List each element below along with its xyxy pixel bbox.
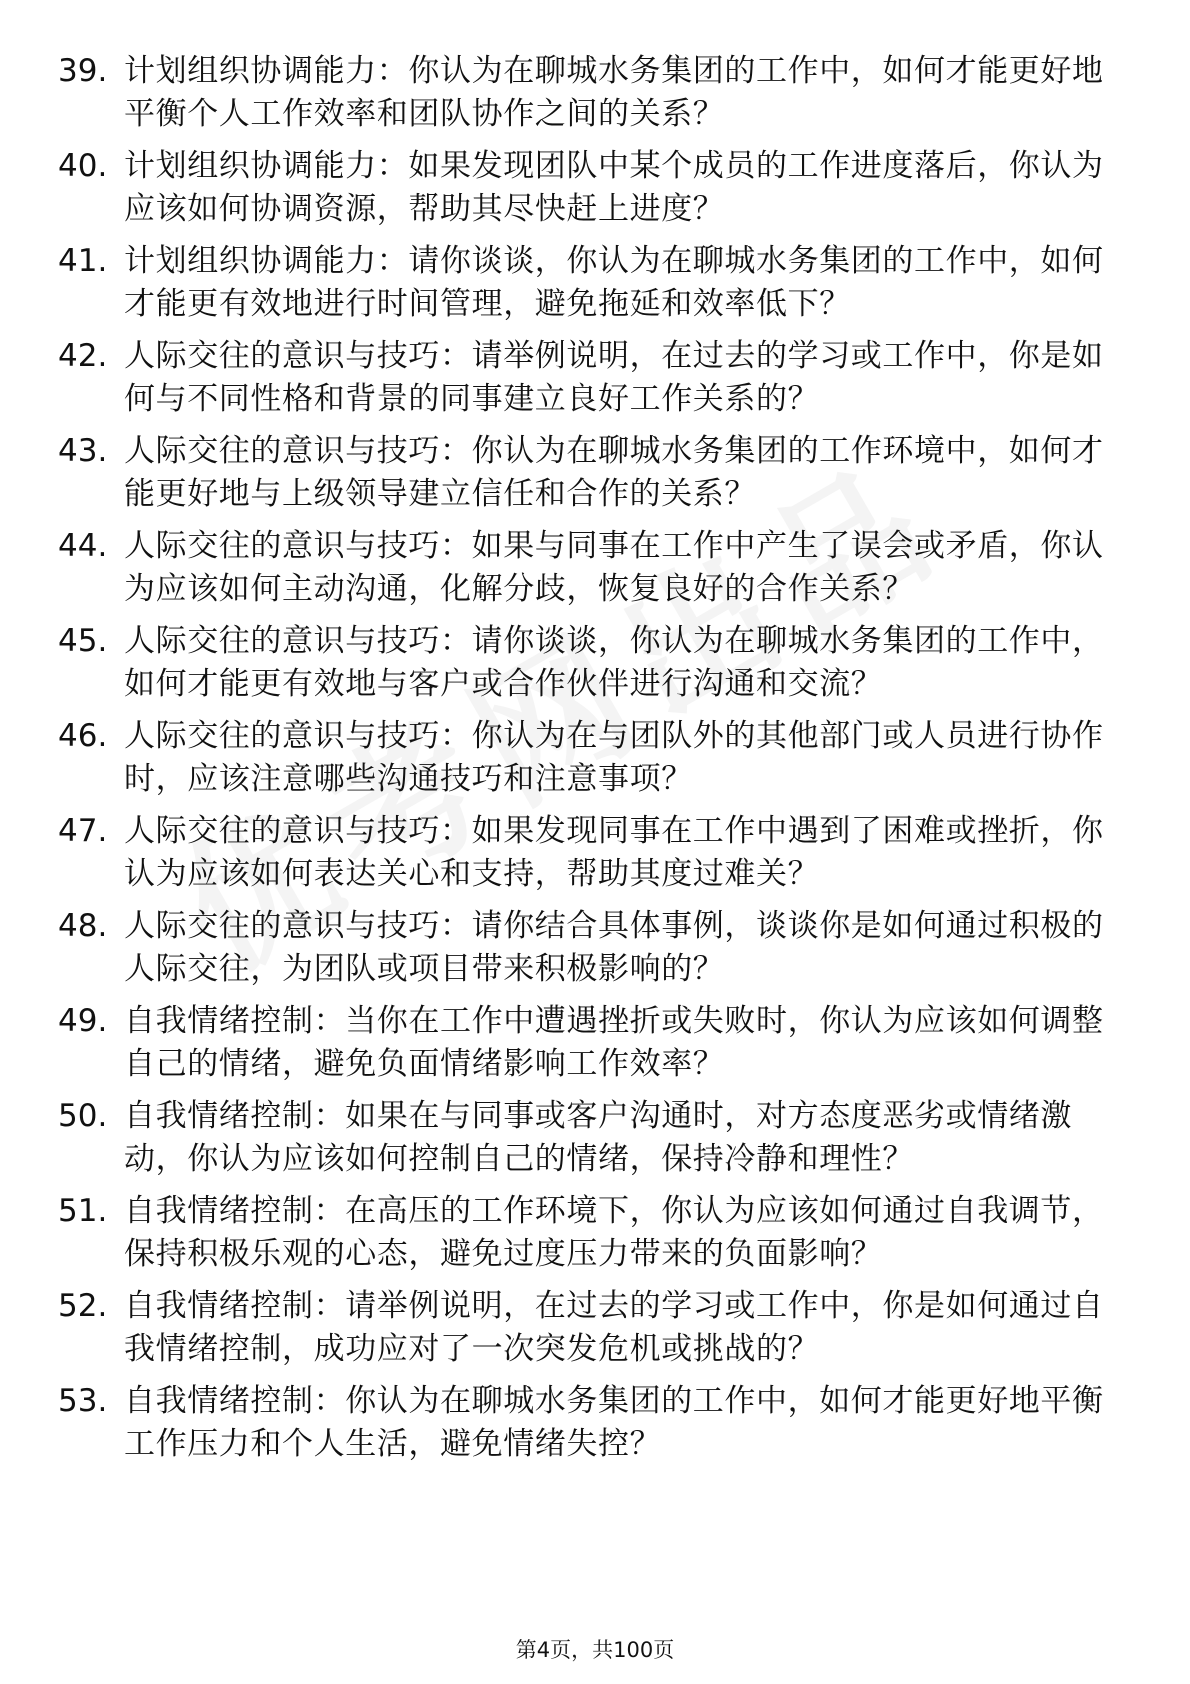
question-item [58, 430, 1118, 516]
question-item [58, 905, 1118, 991]
question-number: 39. [58, 53, 108, 89]
question-item [58, 1190, 1118, 1276]
question-text: 人际交往的意识与技巧：你认为在聊城水务集团的工作环境中，如何才能更好地与上级领导建立信任和合作的关系？ [124, 433, 1104, 512]
page-number-footer: 第4页，共100页 [515, 1638, 675, 1662]
question-item [58, 525, 1118, 611]
question-number: 40. [58, 148, 108, 184]
question-number: 51. [58, 1193, 108, 1229]
question-list [58, 50, 1118, 1475]
question-text: 自我情绪控制：如果在与同事或客户沟通时，对方态度恶劣或情绪激动，你认为应该如何控制自己的情绪，保持冷静和理性？ [124, 1098, 1072, 1177]
question-number: 49. [58, 1003, 108, 1039]
question-number: 48. [58, 908, 108, 944]
question-text: 人际交往的意识与技巧：如果发现同事在工作中遇到了困难或挫折，你认为应该如何表达关心和支持，帮助其度过难关？ [124, 813, 1104, 892]
question-number: 45. [58, 623, 108, 659]
question-number: 53. [58, 1383, 108, 1419]
question-text: 人际交往的意识与技巧：你认为在与团队外的其他部门或人员进行协作时，应该注意哪些沟通技巧和注意事项？ [124, 718, 1104, 797]
question-number: 41. [58, 243, 108, 279]
question-text: 自我情绪控制：当你在工作中遭遇挫折或失败时，你认为应该如何调整自己的情绪，避免负面情绪影响工作效率？ [124, 1003, 1104, 1082]
question-item [58, 335, 1118, 421]
question-text: 自我情绪控制：在高压的工作环境下，你认为应该如何通过自我调节，保持积极乐观的心态，避免过度压力带来的负面影响？ [124, 1193, 1104, 1272]
question-text: 计划组织协调能力：你认为在聊城水务集团的工作中，如何才能更好地平衡个人工作效率和团队协作之间的关系？ [124, 53, 1104, 132]
question-number: 46. [58, 718, 108, 754]
question-text: 计划组织协调能力：如果发现团队中某个成员的工作进度落后，你认为应该如何协调资源，帮助其尽快赶上进度？ [124, 148, 1104, 227]
question-text: 计划组织协调能力：请你谈谈，你认为在聊城水务集团的工作中，如何才能更有效地进行时间管理，避免拖延和效率低下？ [124, 243, 1104, 322]
question-text: 人际交往的意识与技巧：请你谈谈，你认为在聊城水务集团的工作中，如何才能更有效地与客户或合作伙伴进行沟通和交流？ [124, 623, 1104, 702]
question-item [58, 240, 1118, 326]
question-item [58, 50, 1118, 136]
question-text: 人际交往的意识与技巧：请举例说明，在过去的学习或工作中，你是如何与不同性格和背景的同事建立良好工作关系的？ [124, 338, 1104, 417]
question-item [58, 1285, 1118, 1371]
question-item [58, 145, 1118, 231]
question-number: 50. [58, 1098, 108, 1134]
question-item [58, 1095, 1118, 1181]
question-number: 52. [58, 1288, 108, 1324]
question-item [58, 1000, 1118, 1086]
question-item [58, 620, 1118, 706]
question-number: 44. [58, 528, 108, 564]
question-item [58, 1380, 1118, 1466]
question-item [58, 810, 1118, 896]
question-number: 42. [58, 338, 108, 374]
question-text: 人际交往的意识与技巧：如果与同事在工作中产生了误会或矛盾，你认为应该如何主动沟通，化解分歧，恢复良好的合作关系？ [124, 528, 1104, 607]
question-number: 43. [58, 433, 108, 469]
question-text: 人际交往的意识与技巧：请你结合具体事例，谈谈你是如何通过积极的人际交往，为团队或项目带来积极影响的？ [124, 908, 1104, 987]
question-item [58, 715, 1118, 801]
question-text: 自我情绪控制：你认为在聊城水务集团的工作中，如何才能更好地平衡工作压力和个人生活，避免情绪失控？ [124, 1383, 1104, 1462]
question-number: 47. [58, 813, 108, 849]
question-text: 自我情绪控制：请举例说明，在过去的学习或工作中，你是如何通过自我情绪控制，成功应对了一次突发危机或挑战的？ [124, 1288, 1104, 1367]
